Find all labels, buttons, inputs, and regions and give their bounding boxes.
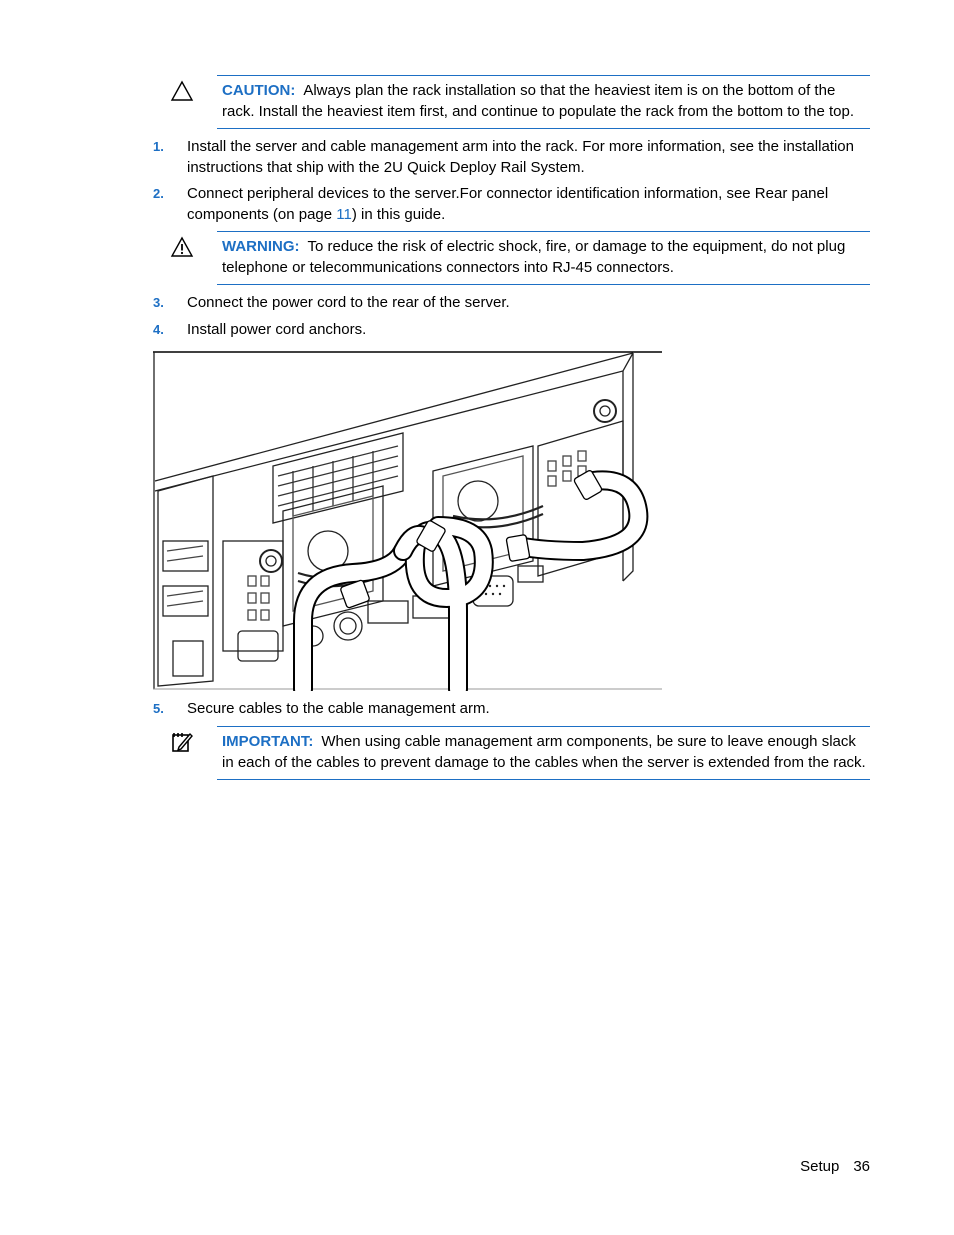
important-notice	[217, 726, 870, 780]
step-text: Secure cables to the cable management arm.	[187, 700, 490, 717]
page-number: 36	[853, 1158, 870, 1175]
step-2	[153, 183, 873, 225]
caution-icon	[170, 80, 194, 102]
step-text: Install power cord anchors.	[187, 321, 367, 338]
step-4	[153, 319, 873, 340]
important-label: IMPORTANT:	[222, 733, 314, 750]
step-text: Install the server and cable management arm into the rack. For more information, see the installation instructions that ship with the 2U Quick Deploy Rail System.	[187, 138, 854, 176]
step-3	[153, 292, 873, 313]
step-text-part: Connect peripheral devices to the server.For connector identification information, see Rear panel components (on page	[187, 185, 829, 223]
step-number: 2.	[153, 186, 164, 201]
step-5	[153, 698, 873, 719]
step-text: Connect the power cord to the rear of the server.	[187, 294, 510, 311]
step-text-part: ) in this guide.	[351, 206, 446, 223]
important-note-icon	[170, 730, 194, 754]
power-cord-anchor-illustration	[153, 351, 662, 691]
footer-section: Setup	[800, 1158, 840, 1175]
page-link[interactable]: 11	[336, 206, 352, 223]
step-number: 4.	[153, 322, 164, 337]
step-1	[153, 136, 873, 178]
page-footer	[800, 1158, 870, 1175]
caution-label: CAUTION:	[222, 82, 296, 99]
step-text	[187, 183, 873, 225]
step-number: 5.	[153, 701, 164, 716]
warning-notice	[217, 231, 870, 285]
step-number: 3.	[153, 295, 164, 310]
warning-text: To reduce the risk of electric shock, fire, or damage to the equipment, do not plug telephone or telecommunications connectors into RJ-45 connectors.	[222, 238, 846, 276]
warning-label: WARNING:	[222, 238, 300, 255]
caution-notice	[217, 75, 870, 129]
warning-icon	[170, 236, 194, 258]
step-number: 1.	[153, 139, 164, 154]
caution-text: Always plan the rack installation so that the heaviest item is on the bottom of the rack. Install the heaviest item first, and continue to populate the rack from the bottom to the top.	[222, 82, 855, 120]
important-text: When using cable management arm components, be sure to leave enough slack in each of the cables to prevent damage to the cables when the server is extended from the rack.	[222, 733, 866, 771]
